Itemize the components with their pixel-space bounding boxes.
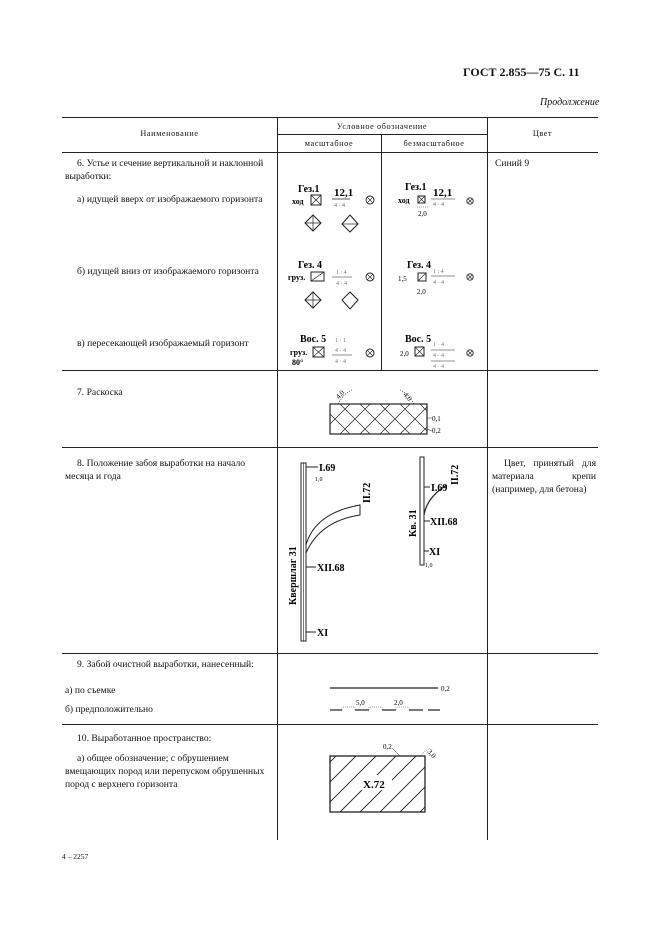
svg-text:1 : 4: 1 : 4 <box>433 269 444 275</box>
svg-text:4 · 4: 4 · 4 <box>335 348 346 354</box>
shaft-angle: 80° <box>292 358 304 367</box>
face-dim: 1,0 <box>425 563 433 569</box>
row6-item-a: а) идущей вверх от изображаемого горизонта <box>77 194 263 205</box>
svg-text:4 · 4: 4 · 4 <box>433 353 444 359</box>
shaft-num: 12,1 <box>334 187 354 199</box>
dash-dim: 5,0 <box>356 699 365 707</box>
col-divider-1 <box>277 117 278 840</box>
working-name: Кв. 31 <box>408 509 419 537</box>
face-label-1: I.69 <box>431 483 448 494</box>
row10-item-a: а) общее обозначение; с обрушением вмещающих пород или перепуском обрушенных пород с верхнего горизонта <box>65 753 265 790</box>
shaft-up-unscaled-symbol <box>395 180 485 225</box>
row-divider-9 <box>62 724 598 725</box>
shaft-num: 12,1 <box>433 187 453 199</box>
svg-text:1 · 4: 1 · 4 <box>433 342 444 348</box>
svg-text:4 · 4: 4 · 4 <box>334 203 345 209</box>
gap-dim: 2,0 <box>394 699 403 707</box>
shaft-label: Вос. 5 <box>300 334 327 345</box>
row6-item-c: в) пересекающей изображаемый горизонт <box>77 338 249 349</box>
header-color: Цвет <box>532 129 553 138</box>
header-name: Наименование <box>140 129 199 138</box>
raskoska-symbol <box>320 385 450 440</box>
shaft-crossing-scaled-symbol <box>280 330 380 368</box>
shaft-down-unscaled-symbol <box>395 256 485 304</box>
row-divider-7 <box>62 447 598 448</box>
svg-text:4 · 4: 4 · 4 <box>433 364 444 370</box>
row6-item-b: б) идущей вниз от изображаемого горизонта <box>77 266 259 277</box>
shaft-label: Гез.1 <box>405 182 427 193</box>
row10-title: 10. Выработанное пространство: <box>77 733 212 744</box>
face-label-4: XI <box>429 547 441 558</box>
line-weight-2: 0,2 <box>432 427 441 435</box>
header-symbol: Условное обозначение <box>336 122 428 131</box>
row9-item-b: б) предположительно <box>65 704 153 715</box>
dim-left: 4,0 <box>334 388 347 401</box>
svg-text:4 · 4: 4 · 4 <box>433 202 444 208</box>
line-weight-1: 0,1 <box>432 415 441 423</box>
shaft-sub: ход <box>398 196 410 205</box>
shaft-sub: груз. <box>290 348 308 357</box>
shaft-label: Вос. 5 <box>405 334 432 345</box>
page-title: ГОСТ 2.855—75 С. 11 <box>463 65 580 79</box>
svg-text:1 : 4: 1 : 4 <box>336 270 347 276</box>
line-weight: 0,2 <box>383 743 392 751</box>
face-position-scaled-symbol <box>280 455 380 645</box>
svg-text:4 · 4: 4 · 4 <box>336 281 347 287</box>
col-divider-3 <box>487 117 488 840</box>
face-label-2: II.72 <box>362 482 373 503</box>
dim-label: 2,0 <box>400 350 409 358</box>
header-scaled: масштабное <box>304 139 354 148</box>
shaft-label: Гез. 4 <box>407 260 432 271</box>
face-label-1: I.69 <box>319 463 336 474</box>
row7-title: 7. Раскоска <box>77 387 123 398</box>
row-divider-8 <box>62 653 598 654</box>
footer-code: 4 – 2257 <box>62 852 89 861</box>
shaft-crossing-unscaled-symbol <box>395 330 485 370</box>
table-top-border <box>62 117 598 118</box>
shaft-label: Гез. 4 <box>298 260 323 271</box>
row8-title: 8. Положение забоя выработки на начало месяца и года <box>65 458 246 482</box>
dim-label: 1,5 <box>398 275 407 283</box>
face-label-3: XII.68 <box>317 563 345 574</box>
mined-label: X.72 <box>363 779 385 791</box>
face-label-3: XII.68 <box>430 517 458 528</box>
svg-text:4 · 4: 4 · 4 <box>433 280 444 286</box>
col-divider-2 <box>381 134 382 370</box>
line-weight: 0,2 <box>441 685 450 693</box>
row-divider-6 <box>62 370 598 371</box>
mined-out-space-symbol <box>320 740 450 820</box>
shaft-up-scaled-symbol <box>280 180 380 240</box>
shaft-sub: ход <box>292 197 304 206</box>
svg-text:1 · 1: 1 · 1 <box>335 338 346 344</box>
shaft-down-scaled-symbol <box>280 256 380 318</box>
row6-color: Синий 9 <box>495 158 530 169</box>
shaft-sub: груз. <box>288 273 306 282</box>
row6-title: 6. Устье и сечение вертикальной и наклонной выработки: <box>65 158 264 182</box>
continuation-label: Продолжение <box>540 97 600 108</box>
dim-right: 4,0 <box>401 390 414 403</box>
row9-title: 9. Забой очистной выработки, нанесенный: <box>77 659 254 670</box>
face-dim: 1,0 <box>315 477 323 483</box>
dim-label: 2,0 <box>418 210 427 218</box>
working-name: Квершлаг 31 <box>288 546 299 605</box>
svg-text:4 · 4: 4 · 4 <box>335 359 346 365</box>
subheader-divider <box>277 134 487 135</box>
row8-color: Цвет, принятый для материала крепи (например, для бетона) <box>492 458 596 495</box>
shaft-label: Гез.1 <box>298 184 320 195</box>
dim-label-2: 2,0 <box>417 288 426 296</box>
hatch-dim: 3,0 <box>425 747 438 760</box>
stope-face-symbol <box>320 680 460 715</box>
face-label-4: XI <box>317 628 329 639</box>
row9-item-a: а) по съемке <box>65 685 116 696</box>
face-position-unscaled-symbol <box>395 455 487 580</box>
header-unscaled: безмасштабное <box>403 139 465 148</box>
face-label-2: II.72 <box>450 464 461 485</box>
header-bottom-border <box>62 152 598 153</box>
